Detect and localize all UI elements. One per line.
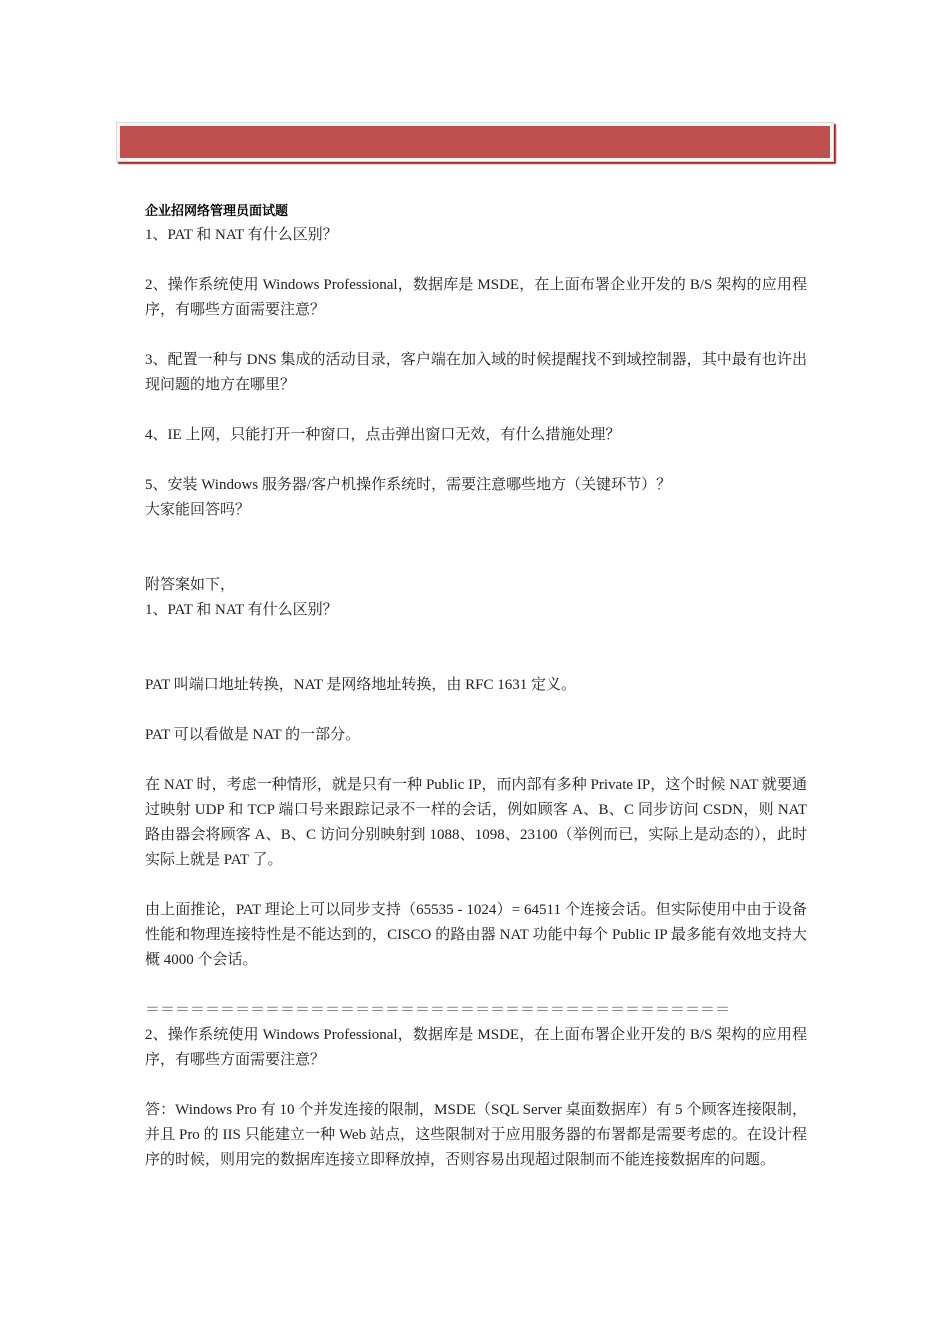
answer-2-paragraph: 答：Windows Pro 有 10 个并发连接的限制，MSDE（SQL Server 桌面数据库）有 5 个顾客连接限制，并且 Pro 的 IIS 只能建立一种 Web 站点，这些限制对于应用服务器的布署都是需要考虑的。在设计程序的时候，则用完的数据库连接立即释放掉，否则容易出现超过限制而不能连接数据库的问题。 — [145, 1102, 807, 1168]
header-band-fill — [120, 126, 830, 158]
question-2: 2、操作系统使用 Windows Professional，数据库是 MSDE，在上面布署企业开发的 B/S 架构的应用程序，有哪些方面需要注意？ — [145, 277, 807, 318]
spacer — [145, 873, 807, 898]
answer-1-paragraph: PAT 叫端口地址转换，NAT 是网络地址转换，由 RFC 1631 定义。 — [145, 677, 577, 693]
header-band — [116, 122, 834, 162]
separator-line: ＝＝＝＝＝＝＝＝＝＝＝＝＝＝＝＝＝＝＝＝＝＝＝＝＝＝＝＝＝＝＝＝＝＝＝＝＝＝＝ — [145, 1002, 731, 1018]
document-title: 企业招网络管理员面试题 — [145, 204, 289, 219]
spacer — [145, 323, 807, 348]
ask-line: 大家能回答吗？ — [145, 502, 251, 518]
spacer — [145, 1073, 807, 1098]
answer-1-paragraph: PAT 可以看做是 NAT 的一部分。 — [145, 727, 361, 743]
spacer — [145, 248, 807, 273]
answers-intro: 附答案如下， — [145, 577, 236, 593]
answer-1-paragraph: 由上面推论，PAT 理论上可以同步支持（65535 - 1024）= 64511 个连接会话。但实际使用中由于设备性能和物理连接特性是不能达到的，CISCO 的路由器 NAT 功能中每个 Public IP 最多能有效地支持大概 4000 个会话。 — [145, 902, 807, 968]
question-3: 3、配置一种与 DNS 集成的活动目录，客户端在加入域的时候提醒找不到域控制器，其中最有也许出现问题的地方在哪里？ — [145, 352, 807, 393]
question-4: 4、IE 上网，只能打开一种窗口，点击弹出窗口无效，有什么措施处理？ — [145, 427, 621, 443]
spacer — [145, 448, 807, 473]
spacer — [145, 523, 807, 573]
question-5: 5、安装 Windows 服务器/客户机操作系统时，需要注意哪些地方（关键环节）？ — [145, 477, 672, 493]
spacer — [145, 698, 807, 723]
document-body — [145, 202, 807, 1173]
answer-1-paragraph: 在 NAT 时，考虑一种情形，就是只有一种 Public IP，而内部有多种 Private IP，这个时候 NAT 就要通过映射 UDP 和 TCP 端口号来跟踪记录不一样的会话，例如顾客 A、B、C 同步访问 CSDN，则 NAT 路由器会将顾客 A、B、C 访问分别映射到 1088、1098、23100（举例而已，实际上是动态的），此时实际上就是 PAT 了。 — [145, 777, 807, 868]
answer-2-question: 2、操作系统使用 Windows Professional，数据库是 MSDE，在上面布署企业开发的 B/S 架构的应用程序，有哪些方面需要注意？ — [145, 1027, 807, 1068]
question-1: 1、PAT 和 NAT 有什么区别？ — [145, 227, 338, 243]
spacer — [145, 623, 807, 673]
spacer — [145, 398, 807, 423]
answer-1-question: 1、PAT 和 NAT 有什么区别？ — [145, 602, 338, 618]
spacer — [145, 748, 807, 773]
spacer — [145, 973, 807, 998]
